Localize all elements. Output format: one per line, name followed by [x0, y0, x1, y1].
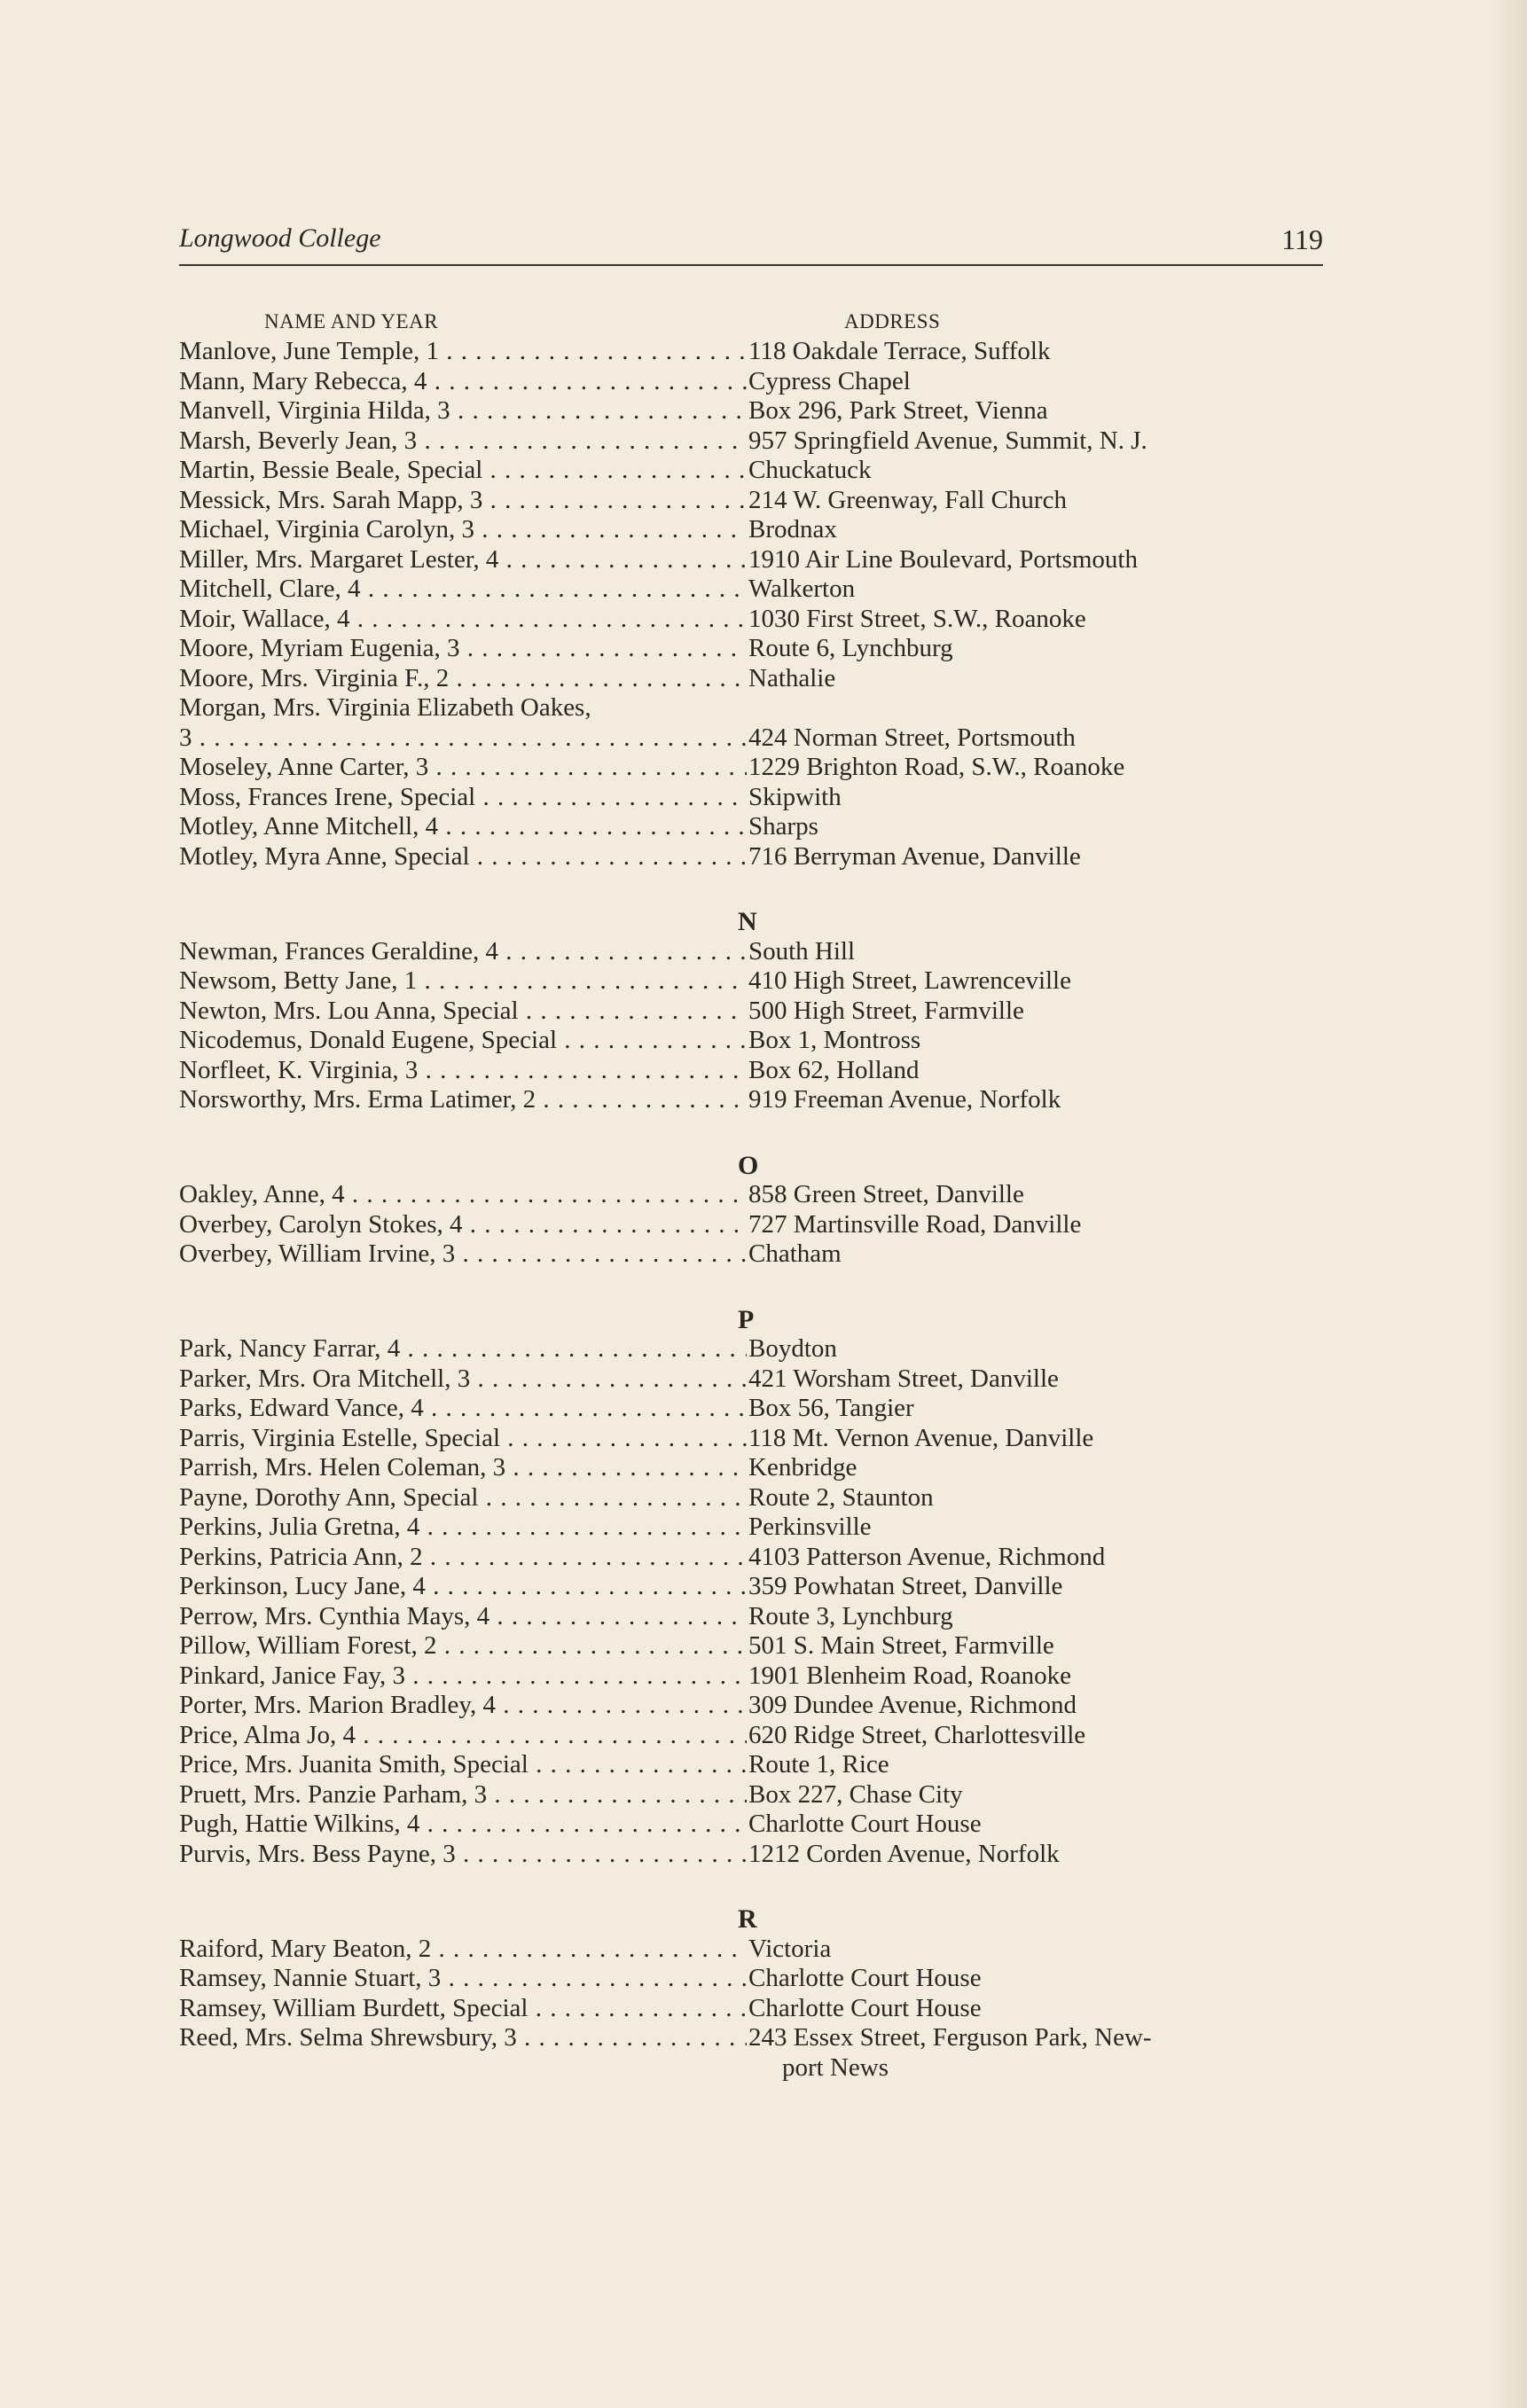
- entry-name: Oakley, Anne, 4 . . .: [179, 1180, 747, 1210]
- entry-name: Overbey, Carolyn Stokes, 4 . . .: [179, 1210, 747, 1240]
- entry-address: 501 S. Main Street, Farmville: [748, 1631, 1054, 1660]
- directory-row: [179, 723, 1332, 754]
- entry-name: Parris, Virginia Estelle, Special . . .: [179, 1424, 747, 1454]
- directory-row: [179, 1964, 1332, 1994]
- directory-row: [179, 842, 1332, 872]
- header-rule: [179, 264, 1323, 266]
- entry-address: Skipwith: [748, 782, 842, 811]
- directory-row: [179, 1543, 1332, 1573]
- directory-row: [179, 575, 1332, 605]
- entry-name: Moseley, Anne Carter, 3 . . .: [179, 753, 747, 783]
- entry-address: Chuckatuck: [748, 456, 872, 484]
- entry-name: Moir, Wallace, 4 . . .: [179, 605, 747, 635]
- entry-address: Charlotte Court House: [748, 1964, 982, 1992]
- directory-row: [179, 367, 1332, 397]
- entry-name: Pugh, Hattie Wilkins, 4 . . .: [179, 1810, 747, 1840]
- entry-address: 1030 First Street, S.W., Roanoke: [748, 604, 1086, 633]
- entry-address: Route 1, Rice: [748, 1750, 889, 1779]
- directory-row: [179, 1691, 1332, 1721]
- column-headers: [179, 310, 1323, 337]
- directory-row: [179, 966, 1332, 997]
- entry-address: Box 296, Park Street, Vienna: [748, 396, 1048, 425]
- directory-row: [179, 1602, 1332, 1632]
- entry-name: Miller, Mrs. Margaret Lester, 4 . . .: [179, 545, 747, 575]
- entry-address: Box 62, Holland: [748, 1055, 920, 1084]
- entry-name: Motley, Myra Anne, Special . . .: [179, 842, 747, 872]
- entry-address: Sharps: [748, 812, 818, 840]
- entry-name: Morgan, Mrs. Virginia Elizabeth Oakes,: [179, 693, 591, 722]
- directory-row: [179, 1334, 1332, 1364]
- entry-name: Manvell, Virginia Hilda, 3 . . .: [179, 396, 747, 426]
- directory-row: [179, 1513, 1332, 1543]
- entry-address: 359 Powhatan Street, Danville: [748, 1572, 1063, 1600]
- entry-name: Newton, Mrs. Lou Anna, Special . . .: [179, 997, 747, 1027]
- entry-address: South Hill: [748, 936, 856, 966]
- directory-row: [179, 1026, 1332, 1056]
- entry-name: Norsworthy, Mrs. Erma Latimer, 2 . . .: [179, 1085, 747, 1115]
- entry-name: Pillow, William Forest, 2 . . .: [179, 1631, 747, 1661]
- entry-address: 410 High Street, Lawrenceville: [748, 966, 1071, 995]
- entry-address: 118 Mt. Vernon Avenue, Danville: [748, 1423, 1094, 1452]
- directory-row: [179, 1239, 1332, 1270]
- directory-row: [179, 1085, 1332, 1115]
- entry-address: 716 Berryman Avenue, Danville: [748, 841, 1081, 871]
- address-column-header: ADDRESS: [844, 310, 941, 332]
- entry-address: 243 Essex Street, Ferguson Park, New-: [748, 2023, 1152, 2052]
- directory-row: [179, 1721, 1332, 1751]
- directory-row: [179, 1750, 1332, 1780]
- entry-name: Norfleet, K. Virginia, 3 . . .: [179, 1056, 747, 1086]
- directory-row: [179, 1631, 1332, 1661]
- entry-name: Porter, Mrs. Marion Bradley, 4 . . .: [179, 1691, 747, 1721]
- entry-name: Moore, Myriam Eugenia, 3 . . .: [179, 634, 747, 664]
- entry-name: Nicodemus, Donald Eugene, Special . . .: [179, 1026, 747, 1056]
- entry-name: Motley, Anne Mitchell, 4 . . .: [179, 812, 747, 842]
- entry-name: 3 . . .: [179, 723, 747, 754]
- directory-row: [179, 337, 1332, 367]
- section-letter: N: [738, 907, 757, 936]
- entry-address: 1910 Air Line Boulevard, Portsmouth: [748, 544, 1138, 574]
- entry-name: Price, Alma Jo, 4 . . .: [179, 1721, 747, 1751]
- directory-row: [179, 812, 1332, 842]
- entry-name: Pinkard, Janice Fay, 3 . . .: [179, 1661, 747, 1692]
- directory-row: [179, 1364, 1332, 1395]
- directory-row: [179, 1394, 1332, 1424]
- directory-row: [179, 1056, 1332, 1086]
- entry-address: Walkerton: [748, 575, 856, 603]
- entry-name: Ramsey, Nannie Stuart, 3 . . .: [179, 1964, 747, 1994]
- entry-address: Victoria: [748, 1934, 832, 1963]
- entry-address: Route 6, Lynchburg: [748, 634, 953, 662]
- page-number: 119: [1281, 223, 1323, 255]
- directory-row: [179, 1180, 1332, 1210]
- directory-row: [179, 515, 1332, 545]
- directory-row: [179, 1572, 1332, 1602]
- entry-address: Boydton: [748, 1334, 837, 1363]
- section-letter: P: [738, 1304, 755, 1334]
- name-column-header: NAME AND YEAR: [264, 310, 439, 332]
- entry-address: 4103 Patterson Avenue, Richmond: [748, 1542, 1106, 1571]
- directory-row: [179, 634, 1332, 664]
- directory-row: [179, 486, 1332, 516]
- directory-row: [179, 1780, 1332, 1810]
- entry-address: 309 Dundee Avenue, Richmond: [748, 1691, 1077, 1719]
- entry-name: Perrow, Mrs. Cynthia Mays, 4 . . .: [179, 1602, 747, 1632]
- entry-address: 858 Green Street, Danville: [748, 1180, 1024, 1208]
- entry-address: Charlotte Court House: [748, 1810, 982, 1838]
- entry-name: Overbey, William Irvine, 3 . . .: [179, 1239, 747, 1270]
- directory-entries: [179, 337, 1332, 2083]
- entry-name: Marsh, Beverly Jean, 3 . . .: [179, 426, 747, 457]
- entry-name: Michael, Virginia Carolyn, 3 . . .: [179, 515, 747, 545]
- entry-address: Route 3, Lynchburg: [748, 1601, 953, 1630]
- entry-name: Perkinson, Lucy Jane, 4 . . .: [179, 1572, 747, 1602]
- directory-row: [179, 693, 1332, 723]
- entry-name: Manlove, June Temple, 1 . . .: [179, 337, 747, 367]
- directory-row: [179, 1994, 1332, 2024]
- entry-name: Perkins, Julia Gretna, 4 . . .: [179, 1513, 747, 1543]
- entry-address: Perkinsville: [748, 1513, 872, 1541]
- entry-name: Perkins, Patricia Ann, 2 . . .: [179, 1543, 747, 1573]
- entry-address: Route 2, Staunton: [748, 1482, 934, 1512]
- entry-address: 118 Oakdale Terrace, Suffolk: [748, 337, 1051, 365]
- directory-row: [179, 2053, 1332, 2084]
- entry-address: 500 High Street, Farmville: [748, 996, 1024, 1025]
- entry-name: Park, Nancy Farrar, 4 . . .: [179, 1334, 747, 1364]
- directory-row: [179, 937, 1332, 967]
- entry-name: Payne, Dorothy Ann, Special . . .: [179, 1483, 747, 1513]
- entry-address: 214 W. Greenway, Fall Church: [748, 485, 1067, 514]
- entry-name: Moss, Frances Irene, Special . . .: [179, 783, 747, 813]
- entry-address: 421 Worsham Street, Danville: [748, 1364, 1059, 1393]
- entry-name: Parker, Mrs. Ora Mitchell, 3 . . .: [179, 1364, 747, 1395]
- entry-name: Mitchell, Clare, 4 . . .: [179, 575, 747, 605]
- entry-address: Nathalie: [748, 663, 836, 692]
- directory-row: [179, 545, 1332, 575]
- entry-address: 919 Freeman Avenue, Norfolk: [748, 1085, 1061, 1114]
- directory-row: [179, 1661, 1332, 1692]
- entry-address: 620 Ridge Street, Charlottesville: [748, 1720, 1086, 1749]
- running-title: Longwood College: [179, 223, 381, 253]
- directory-row: [179, 753, 1332, 783]
- directory-row: [179, 396, 1332, 426]
- entry-name: Pruett, Mrs. Panzie Parham, 3 . . .: [179, 1780, 747, 1810]
- entry-address: 1212 Corden Avenue, Norfolk: [748, 1839, 1060, 1868]
- directory-row: [179, 1935, 1332, 1965]
- entry-address: Box 56, Tangier: [748, 1394, 914, 1422]
- entry-address: Brodnax: [748, 515, 837, 543]
- entry-address: Kenbridge: [748, 1453, 857, 1482]
- section-letter: R: [738, 1904, 757, 1934]
- directory-row: [179, 783, 1332, 813]
- directory-row: [179, 2023, 1332, 2053]
- entry-name: Newsom, Betty Jane, 1 . . .: [179, 966, 747, 997]
- entry-name: Reed, Mrs. Selma Shrewsbury, 3 . . .: [179, 2023, 747, 2053]
- entry-address: Box 227, Chase City: [748, 1779, 963, 1809]
- entry-address: Charlotte Court House: [748, 1993, 982, 2022]
- entry-address: 1229 Brighton Road, S.W., Roanoke: [748, 753, 1125, 781]
- entry-name: Parks, Edward Vance, 4 . . .: [179, 1394, 747, 1424]
- directory-row: [179, 1483, 1332, 1513]
- entry-address: Box 1, Montross: [748, 1026, 921, 1054]
- entry-address: 957 Springfield Avenue, Summit, N. J.: [748, 426, 1147, 455]
- directory-row: [179, 456, 1332, 486]
- entry-address: 1901 Blenheim Road, Roanoke: [748, 1661, 1072, 1690]
- entry-name: Purvis, Mrs. Bess Payne, 3 . . .: [179, 1840, 747, 1870]
- entry-address: 424 Norman Street, Portsmouth: [748, 723, 1076, 752]
- section-letter: O: [738, 1150, 759, 1180]
- page-edge-shadow: [1492, 0, 1527, 2408]
- entry-name: Newman, Frances Geraldine, 4 . . .: [179, 937, 747, 967]
- entry-name: Mann, Mary Rebecca, 4 . . .: [179, 367, 747, 397]
- entry-address: port News: [782, 2052, 889, 2082]
- entry-address: Cypress Chapel: [748, 366, 911, 395]
- entry-name: Raiford, Mary Beaton, 2 . . .: [179, 1935, 747, 1965]
- directory-row: [179, 664, 1332, 694]
- directory-row: [179, 1840, 1332, 1870]
- entry-name: Parrish, Mrs. Helen Coleman, 3 . . .: [179, 1453, 747, 1483]
- entry-name: Moore, Mrs. Virginia F., 2 . . .: [179, 664, 747, 694]
- entry-name: Ramsey, William Burdett, Special . . .: [179, 1994, 747, 2024]
- directory-row: [179, 605, 1332, 635]
- directory-row: [179, 1453, 1332, 1483]
- directory-row: [179, 1210, 1332, 1240]
- entry-name: Price, Mrs. Juanita Smith, Special . . .: [179, 1750, 747, 1780]
- entry-address: Chatham: [748, 1239, 842, 1268]
- entry-name: Messick, Mrs. Sarah Mapp, 3 . . .: [179, 486, 747, 516]
- directory-row: [179, 1424, 1332, 1454]
- entry-name: Martin, Bessie Beale, Special . . .: [179, 456, 747, 486]
- directory-row: [179, 1810, 1332, 1840]
- directory-row: [179, 426, 1332, 457]
- entry-address: 727 Martinsville Road, Danville: [748, 1209, 1082, 1239]
- directory-row: [179, 997, 1332, 1027]
- page-header: [179, 223, 1323, 266]
